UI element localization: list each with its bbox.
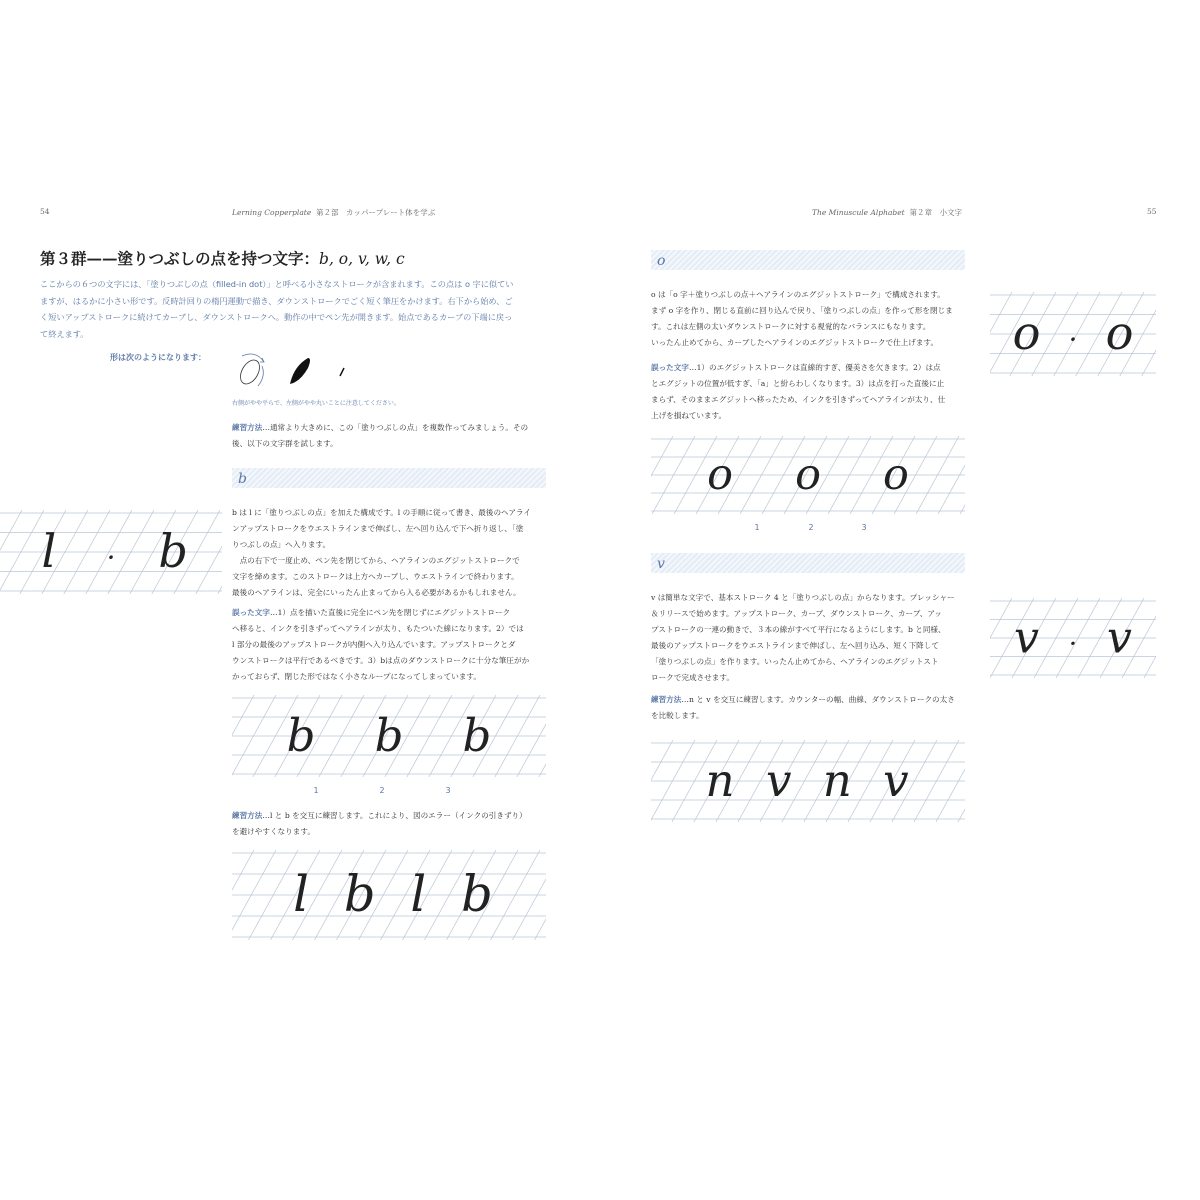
nv-practice-guide-sheet [651, 740, 965, 822]
intro-line: ここからの６つの文字には、「塗りつぶしの点（filled-in dot）」と呼べる小さなストロークが含まれます。この点は o 字に似てい [40, 279, 514, 289]
v-para-line: プストロークの一連の動きで、３本の線がすべて平行になるようにします。b と同様、 [651, 625, 946, 634]
letter-b-heading-band [232, 468, 546, 488]
practice-keyword: 練習方法 [232, 811, 263, 820]
o-example-number-3: 3 [861, 523, 867, 532]
filled-dot-illustration [232, 346, 362, 396]
guide-letter: v [883, 753, 909, 807]
right-running-head [812, 207, 962, 218]
b-error-line: l 部分の最後のアップストロークが内側へ入り込んでいます。アップストロークとダ [232, 640, 516, 649]
o-example-number-2: 2 [808, 523, 814, 532]
guide-letter: n [705, 753, 735, 807]
b-practice-text: …l と b を交互に練習します。これにより、図のエラー（インクの引きずり） [262, 811, 527, 820]
guide-letter: o [1105, 306, 1134, 361]
b-para-line: 最後のヘアラインは、完全にいったん止まってから入る必要があるかもしれません。 [232, 588, 521, 597]
letter-v-heading-band [651, 553, 965, 573]
b-margin-guide-sheet [0, 510, 222, 594]
b-example-number-3: 3 [445, 786, 451, 795]
v-para-line: ロークで完成させます。 [651, 673, 734, 682]
guide-letter: o [795, 450, 821, 501]
practice-line [232, 420, 552, 436]
intro-line: く短いアップストロークに続けてカーブし、ダウンストロークへ。動作の中でペン先が開きます。始点であるカーブの下端に戻っ [40, 312, 513, 322]
practice-line: 後、以下の文字群を試します。 [232, 439, 338, 448]
guide-letter: b [158, 524, 188, 579]
letter-v-practice [651, 692, 973, 724]
guide-letter: · [106, 541, 116, 575]
b-para-line: b は l に「塗りつぶしの点」を加えた構成です。l の手順に従って書き、最後のヘアライ [232, 508, 531, 517]
letter-o-heading: o [657, 253, 666, 269]
v-practice-line [651, 692, 973, 708]
b-errors-guide-sheet [232, 695, 546, 777]
o-error-text: …1）のエグジットストロークは直線的すぎ、優美さを欠きます。2）は点 [688, 363, 941, 372]
left-running-head-ja: 第２部 カッパープレート体を学ぶ [316, 208, 436, 217]
v-para-line: v は簡単な文字で、基本ストローク 4 と「塗りつぶしの点」からなります。プレッシャー [651, 593, 955, 602]
v-para-line: 最後のアップストロークをウエストラインまで伸ばし、左へ回り込み、短く下降して [651, 641, 939, 650]
guide-letter: v [1107, 612, 1132, 664]
letter-o-paragraph [651, 287, 973, 351]
error-keyword: 誤った文字 [232, 608, 270, 617]
o-margin-guide-sheet [990, 292, 1156, 376]
right-running-head-en: The Minuscule Alphabet [812, 208, 905, 217]
b-practice-line [232, 808, 552, 824]
intro-line: て終えます。 [40, 328, 89, 339]
b-example-number-1: 1 [313, 786, 319, 795]
o-para-line: す。これは左側の太いダウンストロークに対する視覚的なバランスにもなります。 [651, 322, 931, 331]
letter-o-heading-band [651, 250, 965, 270]
v-practice-line: を比較します。 [651, 711, 704, 720]
v-practice-text: …n と v を交互に練習します。カウンターの幅、曲線、ダウンストロークの太さ [681, 695, 955, 704]
guide-letter: · [1068, 323, 1078, 357]
small-dot-shape [340, 368, 344, 376]
b-example-number-2: 2 [379, 786, 385, 795]
guide-letter: o [707, 450, 733, 501]
o-para-line: まず o 字を作り、閉じる直前に回り込んで戻り、「塗りつぶしの点」を作って形を閉じま [651, 306, 953, 315]
intro-line: ますが、はるかに小さい形です。反時計回りの楕円運動で描き、ダウンストロークでごく短く筆圧をかけます。右下から始め、ご [40, 295, 513, 306]
practice-paragraph-1 [232, 420, 552, 452]
o-errors-guide-sheet [651, 436, 965, 514]
guide-letter: v [1014, 612, 1039, 664]
b-para-line: りつぶしの点」へ入ります。 [232, 540, 331, 549]
b-error-line: かっておらず、閉じた形ではなく小さなループになってしまっています。 [232, 672, 481, 681]
b-para-line: ンアップストロークをウエストラインまで伸ばし、左へ回り込んで下へ折り返し、「塗 [232, 524, 524, 533]
guide-letter: b [374, 708, 404, 762]
letter-v-heading: v [657, 556, 665, 572]
b-error-text: …1）点を描いた直後に完全にペン先を閉じずにエグジットストローク [269, 608, 511, 617]
o-error-line [651, 360, 973, 376]
guide-letter: b [343, 865, 376, 924]
section-title-letters: b, o, v, w, c [319, 250, 405, 268]
b-practice-line: を避けやすくなります。 [232, 827, 315, 836]
o-error-line: まらず、そのままエグジットへ移ったため、インクを引きずってヘアラインが太り、仕 [651, 395, 946, 404]
b-error-line [232, 605, 552, 621]
b-para-line: 点の右下で一度止め、ペン先を閉じてから、ヘアラインのエグジットストロークで [232, 556, 520, 565]
section-title-text: 第３群——塗りつぶしの点を持つ文字： [40, 249, 320, 268]
letter-b-errors [232, 605, 552, 685]
guide-letter: b [461, 865, 493, 924]
left-running-head-en: Lerning Copperplate [232, 208, 312, 217]
practice-keyword: 練習方法 [651, 695, 682, 704]
guide-letter: v [765, 753, 792, 807]
right-running-head-ja: 第２章 小文字 [909, 208, 962, 217]
v-margin-guide-sheet [990, 598, 1156, 678]
guide-letter: l [410, 865, 427, 924]
guide-letter: l [293, 865, 310, 924]
b-error-line: へ移ると、インクを引きずってヘアラインが太り、もたついた線になります。2）では [232, 624, 524, 633]
v-para-line: ＆リリースで始めます。アップストローク、カーブ、ダウンストローク、カーブ、アッ [651, 609, 942, 618]
guide-letter: · [1068, 628, 1078, 660]
b-para-line: 文字を締めます。このストロークは上方へカーブし、ウエストラインで終わります。 [232, 572, 519, 581]
o-error-line: とエグジットの位置が低すぎ、「a」と紛らわしくなります。3）は点を打った直後に止 [651, 379, 945, 388]
dot-motion-diagram [237, 354, 264, 387]
lb-practice-guide-sheet [232, 850, 546, 940]
practice-text: …通常より大きめに、この「塗りつぶしの点」を複数作ってみましょう。その [262, 423, 529, 432]
filled-dot-shape [290, 358, 310, 384]
left-page-number: 54 [40, 207, 50, 216]
practice-keyword: 練習方法 [232, 423, 263, 432]
guide-letter: b [462, 708, 492, 762]
v-para-line: 「塗りつぶしの点」を作ります。いったん止めてから、ヘアラインのエグジットスト [651, 657, 939, 666]
section-title [40, 247, 405, 269]
o-example-number-1: 1 [754, 523, 760, 532]
guide-letter: l [41, 524, 57, 579]
guide-letter: o [883, 450, 909, 501]
left-running-head [232, 207, 435, 218]
letter-v-paragraph [651, 590, 973, 686]
letter-b-heading: b [238, 471, 247, 487]
letter-b-paragraph [232, 505, 552, 601]
letter-o-errors [651, 360, 973, 424]
letter-b-practice [232, 808, 552, 840]
guide-letter: n [822, 753, 852, 807]
o-para-line: いったん止めてから、カーブしたヘアラインのエグジットストロークで仕上げます。 [651, 338, 939, 347]
right-page-number: 55 [1147, 207, 1157, 216]
guide-letter: b [286, 708, 316, 762]
guide-letter: o [1012, 306, 1041, 361]
error-keyword: 誤った文字 [651, 363, 689, 372]
o-error-line: 上げを損ねています。 [651, 411, 727, 420]
o-para-line: o は「o 字＋塗りつぶしの点＋ヘアラインのエグジットストローク」で構成されます。 [651, 290, 945, 299]
b-error-line: ウンストロークは平行であるべきです。3）bは点のダウンストロークに十分な筆圧がか [232, 656, 530, 665]
intro-paragraph [40, 276, 560, 342]
form-label: 形は次のようになります： [110, 353, 206, 362]
form-caption: 右側がやや平らで、左側がやや丸いことに注意してください。 [232, 400, 400, 407]
